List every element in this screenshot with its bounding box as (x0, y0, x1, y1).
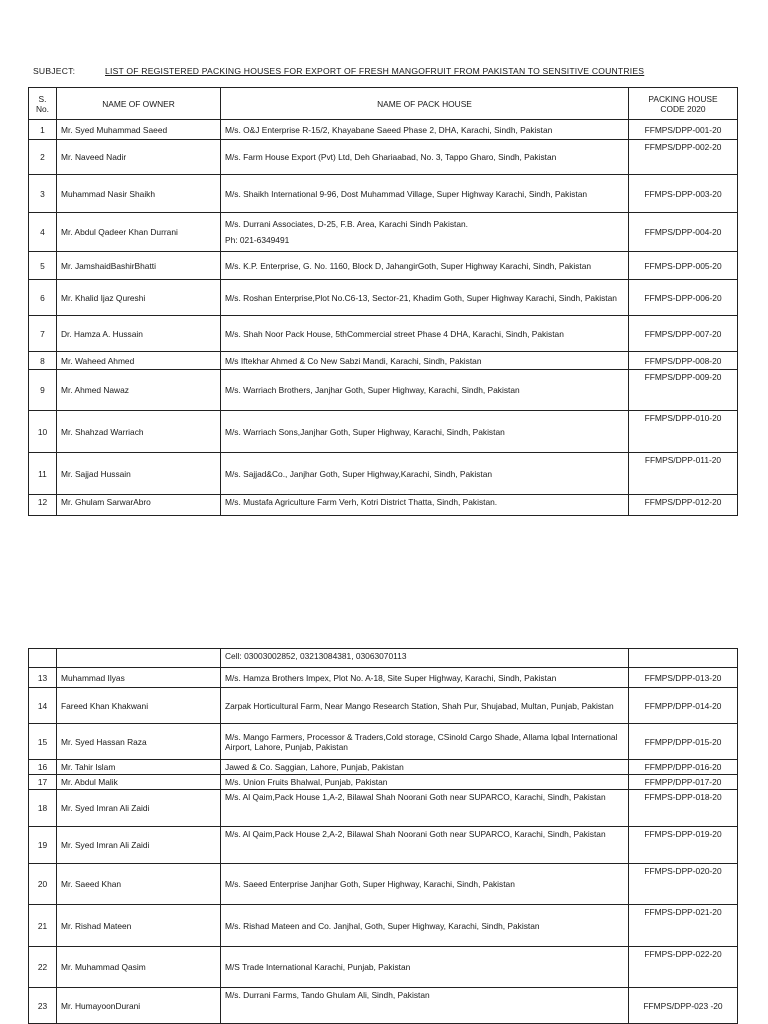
cell-sno: 12 (29, 495, 57, 516)
pack-house-address: M/s. Durrani Associates, D-25, F.B. Area, Karachi Sindh Pakistan. (225, 219, 468, 229)
cell-code: FFMPP/DPP-017-20 (629, 775, 738, 790)
table-row (29, 988, 738, 1024)
cell-pack-house: M/s. Hamza Brothers Impex, Plot No. A-18, Site Super Highway, Karachi, Sindh, Pakistan (221, 668, 629, 688)
cell-pack-house: M/s. Warriach Brothers, Janjhar Goth, Super Highway, Karachi, Sindh, Pakistan (221, 370, 629, 411)
cell-pack-house: M/s. O&J Enterprise R-15/2, Khayabane Saeed Phase 2, DHA, Karachi, Sindh, Pakistan (221, 120, 629, 140)
header-code: PACKING HOUSE CODE 2020 (629, 88, 738, 120)
table-row (29, 790, 738, 827)
cell-pack-house: Jawed & Co. Saggian, Lahore, Punjab, Pakistan (221, 760, 629, 775)
cell-code: FFMPS-DPP-003-20 (629, 175, 738, 213)
cell-pack-house: M/s. Saeed Enterprise Janjhar Goth, Super Highway, Karachi, Sindh, Pakistan (221, 864, 629, 905)
table-row (29, 175, 738, 213)
cell-code: FFMPS-DPP-005-20 (629, 252, 738, 280)
cell-code: FFMPS/DPP-012-20 (629, 495, 738, 516)
table-row (29, 760, 738, 775)
cell-sno: 16 (29, 760, 57, 775)
cell-code: FFMPS-DPP-020-20 (629, 864, 738, 905)
cell-sno: 13 (29, 668, 57, 688)
cell-owner: Mr. Ghulam SarwarAbro (57, 495, 221, 516)
cell-sno: 8 (29, 352, 57, 370)
packing-house-table-page2 (28, 648, 738, 1024)
cell-code: FFMPS/DPP-013-20 (629, 668, 738, 688)
table-row (29, 947, 738, 988)
table-row (29, 688, 738, 724)
cell-sno: 21 (29, 905, 57, 947)
table-row (29, 453, 738, 495)
cell-sno: 7 (29, 316, 57, 352)
cell-sno (29, 649, 57, 668)
cell-pack-house: M/s. Al Qaim,Pack House 2,A-2, Bilawal Shah Noorani Goth near SUPARCO, Karachi, Sindh, Pakistan (221, 827, 629, 864)
cell-pack-house: Cell: 03003002852, 03213084381, 03063070113 (221, 649, 629, 668)
cell-code: FFMPP/DPP-015-20 (629, 724, 738, 760)
cell-code: FFMPS/DPP-007-20 (629, 316, 738, 352)
cell-code: FFMPS-DPP-021-20 (629, 905, 738, 947)
table-row (29, 411, 738, 453)
header-pack-house: NAME OF PACK HOUSE (221, 88, 629, 120)
cell-owner: Mr. JamshaidBashirBhatti (57, 252, 221, 280)
cell-sno: 15 (29, 724, 57, 760)
cell-owner: Muhammad Ilyas (57, 668, 221, 688)
cell-code: FFMPS/DPP-010-20 (629, 411, 738, 453)
cell-owner: Mr. Shahzad Warriach (57, 411, 221, 453)
cell-owner: Dr. Hamza A. Hussain (57, 316, 221, 352)
cell-pack-house: M/s Iftekhar Ahmed & Co New Sabzi Mandi, Karachi, Sindh, Pakistan (221, 352, 629, 370)
cell-sno: 20 (29, 864, 57, 905)
cell-code: FFMPS/DPP-002-20 (629, 140, 738, 175)
table-row (29, 352, 738, 370)
table-row (29, 252, 738, 280)
cell-sno: 4 (29, 213, 57, 252)
table-header-row (29, 88, 738, 120)
cell-pack-house: M/s. Al Qaim,Pack House 1,A-2, Bilawal Shah Noorani Goth near SUPARCO, Karachi, Sindh, Pakistan (221, 790, 629, 827)
cell-pack-house: M/s. K.P. Enterprise, G. No. 1160, Block D, JahangirGoth, Super Highway Karachi, Sindh, Pakistan (221, 252, 629, 280)
cell-sno: 14 (29, 688, 57, 724)
table-row (29, 724, 738, 760)
cell-sno: 10 (29, 411, 57, 453)
cell-sno: 22 (29, 947, 57, 988)
cell-owner: Mr. Abdul Qadeer Khan Durrani (57, 213, 221, 252)
subject-text: LIST OF REGISTERED PACKING HOUSES FOR EXPORT OF FRESH MANGOFRUIT FROM PAKISTAN TO SENSITIVE COUNTRIES (105, 66, 645, 76)
subject-line (33, 66, 733, 76)
cell-pack-house: M/s. Durrani Farms, Tando Ghulam Ali, Sindh, Pakistan (221, 988, 629, 1024)
table-row (29, 827, 738, 864)
cell-sno: 3 (29, 175, 57, 213)
table-row (29, 905, 738, 947)
cell-owner: Muhammad Nasir Shaikh (57, 175, 221, 213)
table-row (29, 649, 738, 668)
cell-pack-house: M/s. Warriach Sons,Janjhar Goth, Super Highway, Karachi, Sindh, Pakistan (221, 411, 629, 453)
cell-owner: Mr. Syed Imran Ali Zaidi (57, 827, 221, 864)
cell-pack-house: M/s. Farm House Export (Pvt) Ltd, Deh Ghariaabad, No. 3, Tappo Gharo, Sindh, Pakistan (221, 140, 629, 175)
cell-owner: Mr. Saeed Khan (57, 864, 221, 905)
cell-code: FFMPS-DPP-018-20 (629, 790, 738, 827)
cell-code: FFMPS/DPP-009-20 (629, 370, 738, 411)
cell-sno: 23 (29, 988, 57, 1024)
table-row (29, 495, 738, 516)
cell-pack-house: M/s. Union Fruits Bhalwal, Punjab, Pakistan (221, 775, 629, 790)
cell-pack-house: Zarpak Horticultural Farm, Near Mango Research Station, Shah Pur, Shujabad, Multan, Punjab, Pakistan (221, 688, 629, 724)
header-owner: NAME OF OWNER (57, 88, 221, 120)
cell-sno: 19 (29, 827, 57, 864)
table-row (29, 370, 738, 411)
table-row (29, 280, 738, 316)
cell-owner: Mr. Tahir Islam (57, 760, 221, 775)
cell-owner: Mr. HumayoonDurani (57, 988, 221, 1024)
header-sno: S. No. (29, 88, 57, 120)
cell-sno: 5 (29, 252, 57, 280)
table-row (29, 864, 738, 905)
cell-owner: Fareed Khan Khakwani (57, 688, 221, 724)
cell-code: FFMPS/DPP-008-20 (629, 352, 738, 370)
cell-pack-house: M/s. Sajjad&Co., Janjhar Goth, Super Highway,Karachi, Sindh, Pakistan (221, 453, 629, 495)
cell-code (629, 649, 738, 668)
cell-owner: Mr. Khalid Ijaz Qureshi (57, 280, 221, 316)
cell-sno: 1 (29, 120, 57, 140)
cell-code: FFMPS/DPP-004-20 (629, 213, 738, 252)
table-row (29, 668, 738, 688)
cell-code: FFMPS/DPP-023 -20 (629, 988, 738, 1024)
cell-owner (57, 649, 221, 668)
cell-code: FFMPS-DPP-019-20 (629, 827, 738, 864)
cell-owner: Mr. Syed Imran Ali Zaidi (57, 790, 221, 827)
cell-pack-house: M/s. Roshan Enterprise,Plot No.C6-13, Sector-21, Khadim Goth, Super Highway Karachi, Sindh, Pakistan (221, 280, 629, 316)
cell-owner: Mr. Ahmed Nawaz (57, 370, 221, 411)
cell-owner: Mr. Abdul Malik (57, 775, 221, 790)
cell-pack-house: M/s. Mango Farmers, Processor & Traders,Cold storage, CSinold Cargo Shade, Allama Iqbal International Airport, Lahore, Punjab, Pakistan (221, 724, 629, 760)
cell-code: FFMPS-DPP-022-20 (629, 947, 738, 988)
table-row (29, 316, 738, 352)
cell-sno: 6 (29, 280, 57, 316)
subject-label: SUBJECT: (33, 66, 76, 76)
table-row (29, 120, 738, 140)
cell-pack-house: M/S Trade International Karachi, Punjab, Pakistan (221, 947, 629, 988)
packing-house-table-page1 (28, 87, 738, 516)
cell-code: FFMPS-DPP-006-20 (629, 280, 738, 316)
cell-sno: 2 (29, 140, 57, 175)
cell-pack-house (221, 213, 629, 252)
cell-owner: Mr. Waheed Ahmed (57, 352, 221, 370)
cell-owner: Mr. Syed Hassan Raza (57, 724, 221, 760)
cell-owner: Mr. Muhammad Qasim (57, 947, 221, 988)
table-row (29, 775, 738, 790)
pack-house-phone: Ph: 021-6349491 (225, 235, 290, 245)
cell-sno: 9 (29, 370, 57, 411)
cell-owner: Mr. Sajjad Hussain (57, 453, 221, 495)
cell-owner: Mr. Rishad Mateen (57, 905, 221, 947)
cell-sno: 18 (29, 790, 57, 827)
table-row (29, 140, 738, 175)
cell-pack-house: M/s. Rishad Mateen and Co. Janjhal, Goth, Super Highway, Karachi, Sindh, Pakistan (221, 905, 629, 947)
cell-pack-house: M/s. Shah Noor Pack House, 5thCommercial street Phase 4 DHA, Karachi, Sindh, Pakistan (221, 316, 629, 352)
cell-owner: Mr. Naveed Nadir (57, 140, 221, 175)
cell-code: FFMPP/DPP-014-20 (629, 688, 738, 724)
cell-code: FFMPS/DPP-001-20 (629, 120, 738, 140)
table-row (29, 213, 738, 252)
cell-pack-house: M/s. Mustafa Agriculture Farm Verh, Kotri District Thatta, Sindh, Pakistan. (221, 495, 629, 516)
cell-sno: 17 (29, 775, 57, 790)
cell-sno: 11 (29, 453, 57, 495)
cell-code: FFMPP/DPP-016-20 (629, 760, 738, 775)
cell-owner: Mr. Syed Muhammad Saeed (57, 120, 221, 140)
cell-code: FFMPS/DPP-011-20 (629, 453, 738, 495)
cell-pack-house: M/s. Shaikh International 9-96, Dost Muhammad Village, Super Highway Karachi, Sindh, Pakistan (221, 175, 629, 213)
